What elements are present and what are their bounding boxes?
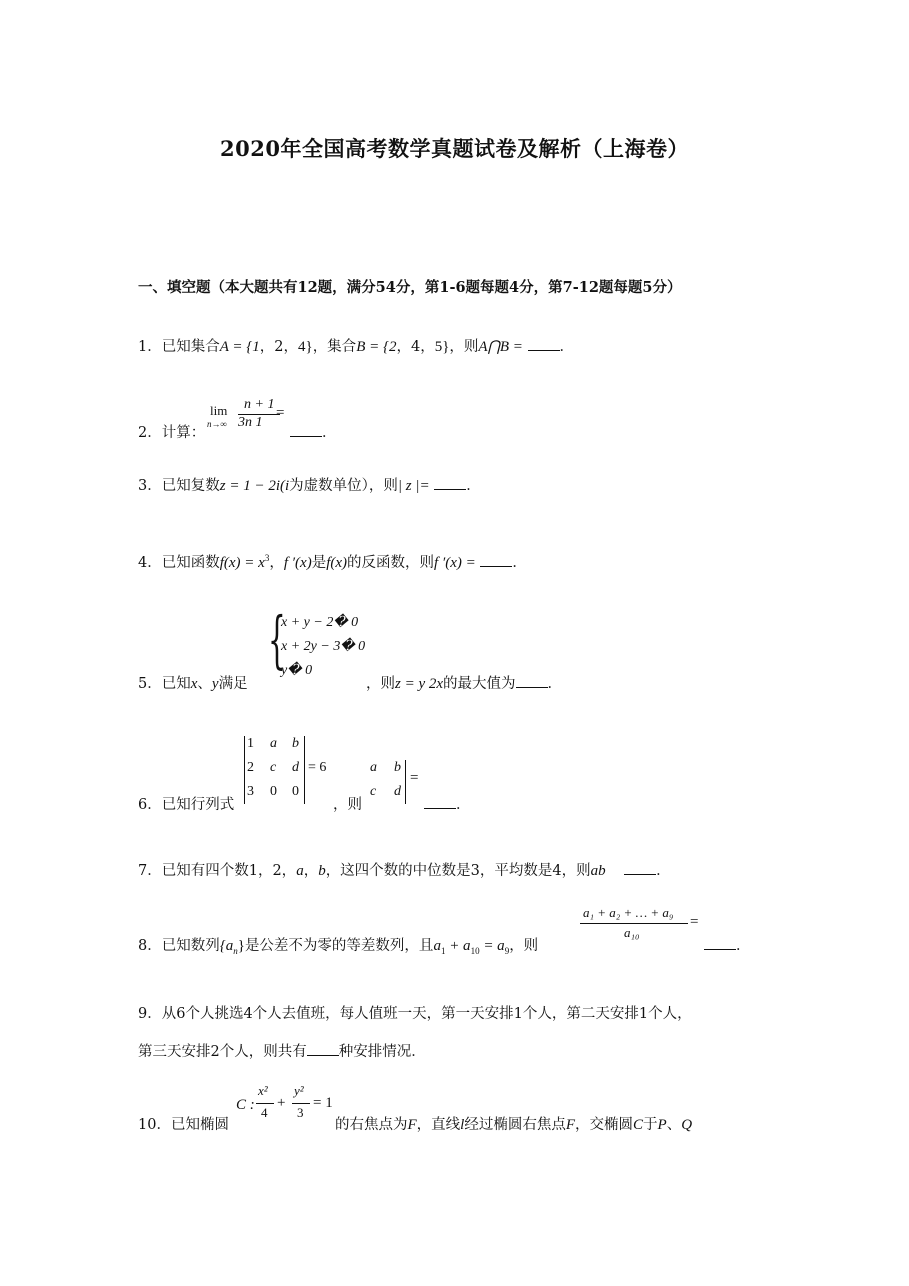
q8-a: a — [433, 938, 441, 954]
q6-det-left-bar — [244, 736, 245, 804]
q3-stem: 3．已知复数 — [138, 478, 220, 494]
question-10 — [138, 1113, 229, 1134]
q10-eq1: = 1 — [313, 1095, 333, 1111]
q1-end: ． — [559, 339, 575, 355]
q5-y: y — [211, 676, 219, 692]
q8-text: 是公差不为零的等差数列，且 — [244, 938, 434, 954]
q10-C2: C — [633, 1117, 644, 1133]
q4-finv2: f ′(x) = — [434, 555, 476, 571]
q4-end: ． — [512, 555, 527, 571]
q5-brace: { — [268, 603, 286, 676]
q9-text-a: 第三天安排2个人，则共有 — [138, 1044, 307, 1060]
q3-abs: | z |= — [397, 478, 430, 494]
q2-lim: lim — [210, 403, 228, 418]
q2-end: ． — [322, 425, 337, 441]
q6-answer — [424, 793, 471, 814]
answer-blank — [528, 336, 560, 351]
q6-small-12: b — [394, 760, 401, 775]
q7-text: ，这四个数的中位数是3，平均数是4，则 — [325, 863, 591, 879]
q5-expr: z = y 2x — [395, 676, 444, 692]
q6-eq6: = 6 — [308, 760, 327, 775]
q6-det-right-bar — [304, 736, 305, 804]
question-7 — [138, 859, 671, 880]
q10-num-2: y² — [294, 1083, 304, 1098]
q10-frac-bar-1 — [256, 1103, 274, 1104]
q7-b: b — [318, 863, 326, 879]
question-1 — [138, 335, 574, 356]
q6-eq: = — [410, 770, 419, 786]
q5-dun: 、 — [197, 676, 212, 692]
q4-sup: 3 — [264, 553, 270, 564]
q7-ab: ab — [590, 863, 606, 879]
q6-cell-32: 0 — [270, 784, 277, 799]
q1-set-b: B = {2 — [356, 339, 397, 355]
answer-blank — [704, 935, 736, 950]
q8-numerator: a₁ + a₂ + … + a₉ — [583, 905, 674, 920]
q10-t1: 的右焦点为 — [335, 1117, 408, 1133]
q1-sep2: ，4， — [396, 339, 435, 355]
q7-a: a — [296, 863, 304, 879]
q2-numerator: n + 1 — [244, 397, 275, 412]
answer-blank — [424, 794, 456, 809]
question-9-line-2 — [138, 1040, 426, 1061]
q2-lim-sub: n→∞ — [207, 419, 227, 429]
q2-eq: = — [276, 405, 285, 421]
q8-fraction-bar — [580, 923, 688, 924]
answer-blank — [624, 860, 656, 875]
q10-Q: Q — [681, 1117, 693, 1133]
q4-is: 是 — [311, 555, 327, 571]
q8-seq-end: } — [237, 938, 245, 954]
q1-expr: A⋂B = — [478, 339, 523, 355]
q8-denominator: a₁₀ — [624, 925, 640, 940]
q2-answer — [290, 421, 337, 442]
q4-f: f(x) = x — [219, 555, 265, 571]
question-6 — [138, 793, 234, 814]
q4-f2: f(x) — [326, 555, 348, 571]
q6-then: ，则 — [333, 797, 362, 813]
q10-frac-bar-2 — [292, 1103, 310, 1104]
q8-sub-9: 9 — [504, 945, 510, 956]
q2-denominator: 3n 1 — [238, 415, 263, 430]
q4-text: 的反函数，则 — [347, 555, 435, 571]
q9-text-b: 种安排情况． — [338, 1044, 426, 1060]
q5-end: ． — [547, 676, 563, 692]
q8-plus: + a — [445, 938, 471, 954]
q1-set-a: A = {1 — [219, 339, 260, 355]
answer-blank — [516, 673, 548, 688]
q1-a4: 4} — [297, 339, 313, 355]
section-heading: 一、填空题（本大题共有12题，满分54分，第1-6题每题4分，第7-12题每题5分） — [138, 279, 682, 296]
q7-stem: 7．已知有四个数1，2， — [138, 863, 297, 879]
question-8 — [138, 934, 538, 956]
q10-tail — [335, 1113, 692, 1134]
q5-then: ，则 — [366, 676, 395, 692]
q6-cell-13: b — [292, 736, 299, 751]
q1-b5: 5} — [434, 339, 450, 355]
q10-num-1: x² — [258, 1083, 268, 1098]
q5-stem: 5．已知 — [138, 676, 191, 692]
q1-sep: ，2， — [259, 339, 298, 355]
q1-mid: ，集合 — [312, 339, 357, 355]
q6-small-21: c — [370, 784, 377, 799]
q6-small-22: d — [394, 784, 401, 799]
q8-sub-10: 10 — [470, 945, 480, 956]
answer-blank — [480, 552, 512, 567]
q10-F2: F — [565, 1117, 576, 1133]
q10-P: P — [657, 1117, 667, 1133]
answer-blank — [307, 1041, 339, 1056]
q10-l: l — [460, 1117, 465, 1133]
q10-dun: 、 — [666, 1117, 682, 1133]
q4-comma: ， — [269, 555, 284, 571]
q6-cell-11: 1 — [247, 736, 254, 751]
q5-constraint-1: x + y − 2� 0 — [281, 615, 359, 630]
q5-constraint-3: y� 0 — [281, 663, 313, 678]
q3-end: ． — [466, 478, 481, 494]
q8-stem: 8．已知数列 — [138, 938, 220, 954]
q6-cell-21: 2 — [247, 760, 254, 775]
q10-t5: 于 — [643, 1117, 658, 1133]
q7-end: ． — [656, 863, 671, 879]
q10-plus: + — [277, 1095, 286, 1111]
q6-cell-23: d — [292, 760, 299, 775]
q5-x: x — [190, 676, 198, 692]
q5-sat: 满足 — [218, 676, 248, 692]
q8-end: ． — [736, 938, 751, 954]
q6-cell-12: a — [270, 736, 277, 751]
question-2 — [138, 421, 205, 442]
q8-answer — [704, 934, 751, 955]
q10-stem: 10．已知椭圆 — [138, 1117, 229, 1133]
q5-tail — [366, 672, 562, 693]
q7-comma: ， — [303, 863, 319, 879]
q8-seq-sub: n — [233, 945, 238, 956]
q6-stem: 6．已知行列式 — [138, 797, 235, 813]
q8-eqs: = — [690, 914, 699, 930]
q8-then: ，则 — [509, 938, 539, 954]
q5-text: 的最大值为 — [443, 676, 516, 692]
q1-then: ，则 — [449, 339, 479, 355]
q6-end: ． — [456, 797, 471, 813]
q10-den-2: 3 — [297, 1105, 304, 1120]
answer-blank — [290, 422, 322, 437]
q3-text: 为虚数单位），则 — [289, 478, 398, 494]
q6-cell-33: 0 — [292, 784, 299, 799]
q10-C: C : — [236, 1097, 255, 1113]
q8-sub-1: 1 — [440, 945, 446, 956]
q8-seq: {a — [219, 938, 234, 954]
question-5 — [138, 672, 248, 693]
q4-stem: 4．已知函数 — [138, 555, 220, 571]
q6-cell-22: c — [270, 760, 277, 775]
q1-stem: 1．已知集合 — [138, 339, 220, 355]
q10-den-1: 4 — [261, 1105, 268, 1120]
question-4 — [138, 551, 527, 572]
q8-eq: = a — [479, 938, 505, 954]
question-3 — [138, 474, 481, 495]
q10-F: F — [407, 1117, 417, 1133]
q6-small-det-bar — [405, 760, 406, 804]
q5-constraint-2: x + 2y − 3� 0 — [281, 639, 366, 654]
q10-t4: ，交椭圆 — [575, 1117, 634, 1133]
q6-small-11: a — [370, 760, 377, 775]
page-title: 2020年全国高考数学真题试卷及解析（上海卷） — [220, 136, 689, 161]
q4-finv: f ′(x) — [283, 555, 312, 571]
q6-cell-31: 3 — [247, 784, 254, 799]
q10-t2: ，直线 — [416, 1117, 461, 1133]
answer-blank — [434, 475, 466, 490]
q3-expr: z = 1 − 2i(i — [219, 478, 290, 494]
question-9-line-1: 9．从6个人挑选4个人去值班，每人值班一天，第一天安排1个人，第二天安排1个人， — [138, 1006, 692, 1022]
q2-stem: 2．计算： — [138, 425, 206, 441]
q10-t3: 经过椭圆右焦点 — [464, 1117, 566, 1133]
